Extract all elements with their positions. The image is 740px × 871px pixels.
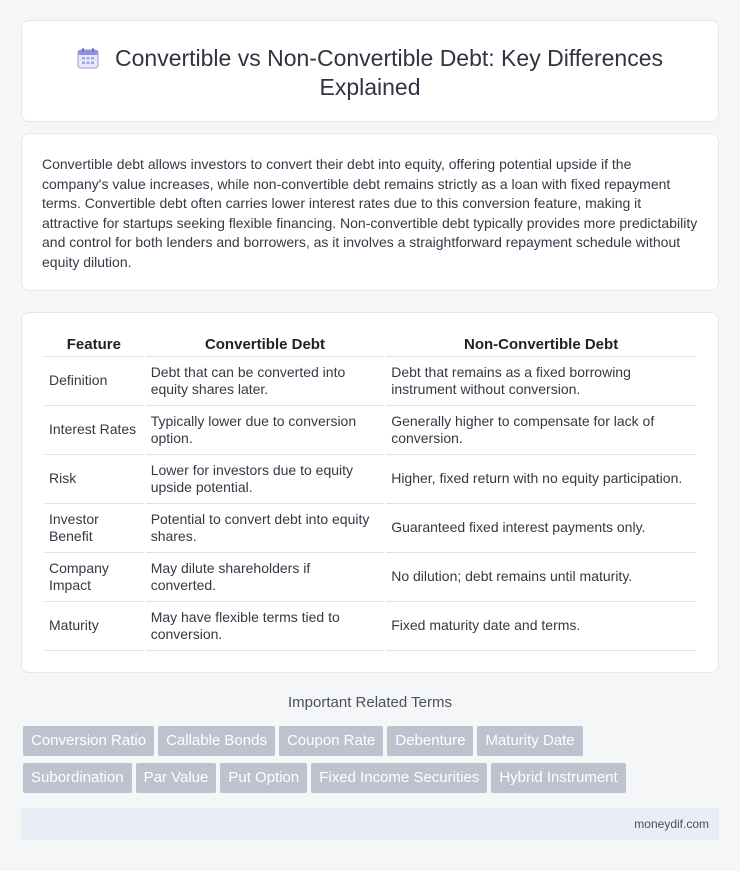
convertible-cell: Debt that can be converted into equity shares later. (146, 357, 385, 406)
header-feature: Feature (44, 333, 144, 357)
table-header-row (44, 333, 696, 357)
convertible-cell: Typically lower due to conversion option. (146, 406, 385, 455)
calendar-icon (77, 47, 99, 69)
related-terms-tags (23, 726, 723, 800)
tag-maturity-date[interactable]: Maturity Date (477, 726, 582, 756)
comparison-table (42, 333, 698, 651)
convertible-cell: May have flexible terms tied to conversion. (146, 602, 385, 651)
header-convertible: Convertible Debt (146, 333, 385, 357)
non-convertible-cell: Generally higher to compensate for lack of conversion. (386, 406, 696, 455)
feature-cell: Maturity (44, 602, 144, 651)
non-convertible-cell: Debt that remains as a fixed borrowing instrument without conversion. (386, 357, 696, 406)
tag-hybrid-instrument[interactable]: Hybrid Instrument (491, 763, 625, 793)
page-title-wrap (52, 44, 688, 102)
table-row (44, 455, 696, 504)
non-convertible-cell: Guaranteed fixed interest payments only. (386, 504, 696, 553)
intro-card (21, 133, 719, 291)
table-row (44, 357, 696, 406)
title-card (21, 20, 719, 122)
related-terms-heading: Important Related Terms (288, 694, 452, 711)
header-non-convertible: Non-Convertible Debt (386, 333, 696, 357)
feature-cell: Interest Rates (44, 406, 144, 455)
page-title: Convertible vs Non-Convertible Debt: Key Differences Explained (115, 45, 663, 100)
comparison-table-card (21, 312, 719, 673)
tag-coupon-rate[interactable]: Coupon Rate (279, 726, 383, 756)
tag-conversion-ratio[interactable]: Conversion Ratio (23, 726, 154, 756)
non-convertible-cell: Fixed maturity date and terms. (386, 602, 696, 651)
feature-cell: Company Impact (44, 553, 144, 602)
feature-cell: Investor Benefit (44, 504, 144, 553)
convertible-cell: Lower for investors due to equity upside potential. (146, 455, 385, 504)
table-row (44, 602, 696, 651)
convertible-cell: Potential to convert debt into equity shares. (146, 504, 385, 553)
footer-site[interactable]: moneydif.com (634, 817, 709, 831)
non-convertible-cell: Higher, fixed return with no equity participation. (386, 455, 696, 504)
tag-par-value[interactable]: Par Value (136, 763, 217, 793)
non-convertible-cell: No dilution; debt remains until maturity. (386, 553, 696, 602)
tag-put-option[interactable]: Put Option (220, 763, 307, 793)
table-row (44, 553, 696, 602)
table-row (44, 406, 696, 455)
intro-paragraph: Convertible debt allows investors to convert their debt into equity, offering potential upside if the company's value increases, while non-convertible debt remains strictly as a loan with fixed repayment terms. Convertible debt often carries lower interest rates due to this conversion feature, making it attractive for startups seeking flexible financing. Non-convertible debt typically provides more predictability and control for both lenders and borrowers, as it involves a straightforward repayment schedule without equity dilution. (42, 156, 698, 270)
tag-debenture[interactable]: Debenture (387, 726, 473, 756)
tag-subordination[interactable]: Subordination (23, 763, 132, 793)
footer (21, 808, 719, 840)
feature-cell: Definition (44, 357, 144, 406)
convertible-cell: May dilute shareholders if converted. (146, 553, 385, 602)
feature-cell: Risk (44, 455, 144, 504)
tag-fixed-income-securities[interactable]: Fixed Income Securities (311, 763, 487, 793)
table-row (44, 504, 696, 553)
tag-callable-bonds[interactable]: Callable Bonds (158, 726, 275, 756)
